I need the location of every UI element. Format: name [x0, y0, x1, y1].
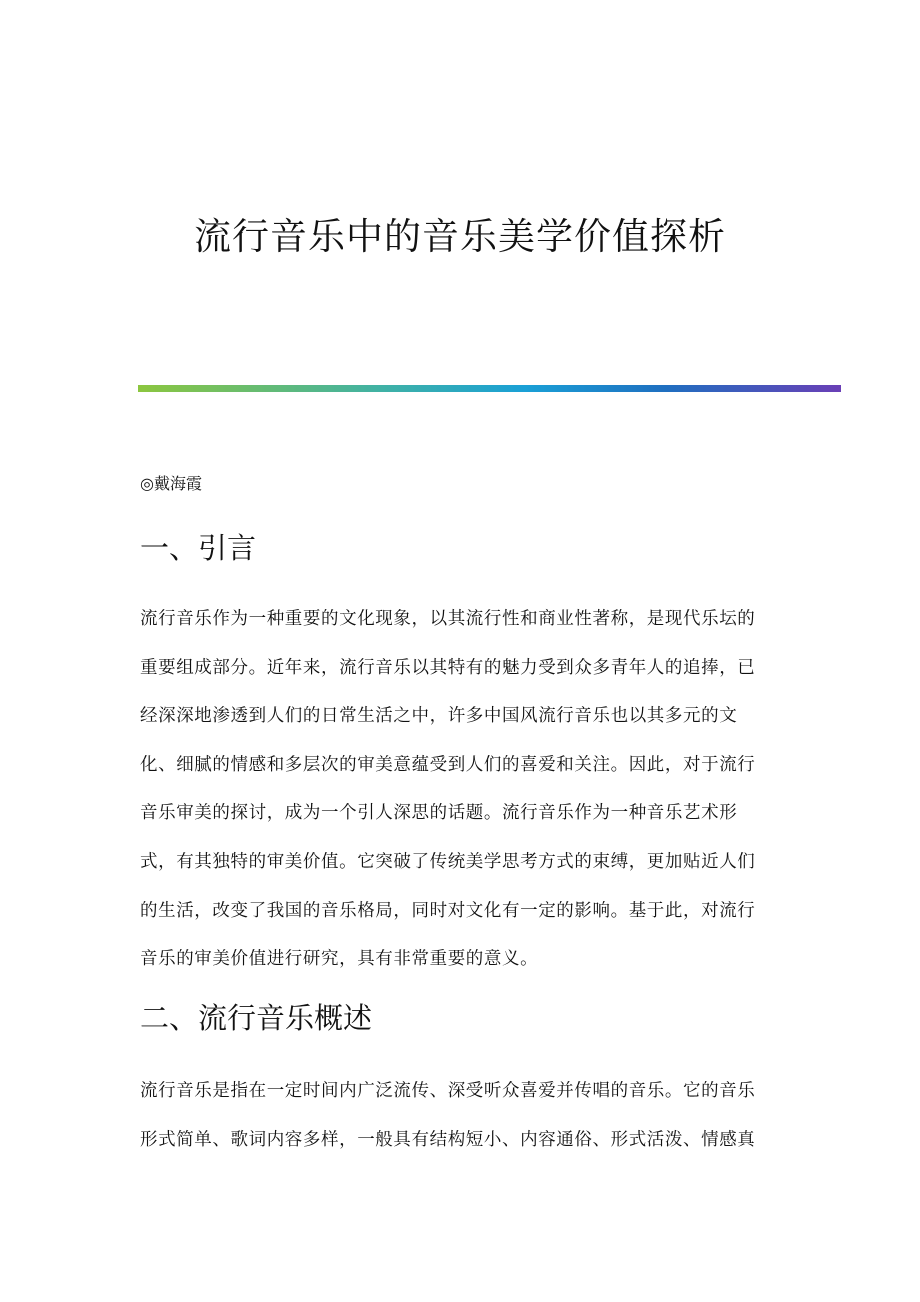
- text-line: 流行音乐作为一种重要的文化现象，以其流行性和商业性著称，是现代乐坛的: [140, 609, 756, 629]
- text-line: 流行音乐是指在一定时间内广泛流传、深受听众喜爱并传唱的音乐。它的音乐: [140, 1081, 756, 1101]
- document-title: 流行音乐中的音乐美学价值探析: [194, 215, 726, 258]
- text-line: 的生活，改变了我国的音乐格局，同时对文化有一定的影响。基于此，对流行: [140, 900, 756, 921]
- text-line: 式，有其独特的审美价值。它突破了传统美学思考方式的束缚，更加贴近人们: [140, 851, 756, 872]
- section-body-overview: [140, 1075, 770, 1172]
- section-heading-introduction: 一、引言: [140, 531, 257, 565]
- text-line: 音乐的审美价值进行研究，具有非常重要的意义。: [140, 949, 539, 970]
- gradient-divider: [138, 385, 841, 392]
- text-line: 重要组成部分。近年来，流行音乐以其特有的魅力受到众多青年人的追捧，已: [140, 657, 756, 678]
- section-body-introduction: [140, 603, 770, 992]
- text-line: 化、细腻的情感和多层次的审美意蕴受到人们的喜爱和关注。因此，对于流行: [140, 754, 756, 775]
- text-line: 音乐审美的探讨，成为一个引人深思的话题。流行音乐作为一种音乐艺术形: [140, 803, 738, 824]
- text-line: 形式简单、歌词内容多样，一般具有结构短小、内容通俗、形式活泼、情感真: [140, 1129, 756, 1150]
- author-line: ◎戴海霞: [140, 474, 202, 493]
- section-heading-overview: 二、流行音乐概述: [140, 1001, 373, 1035]
- text-line: 经深深地渗透到人们的日常生活之中，许多中国风流行音乐也以其多元的文: [140, 706, 738, 727]
